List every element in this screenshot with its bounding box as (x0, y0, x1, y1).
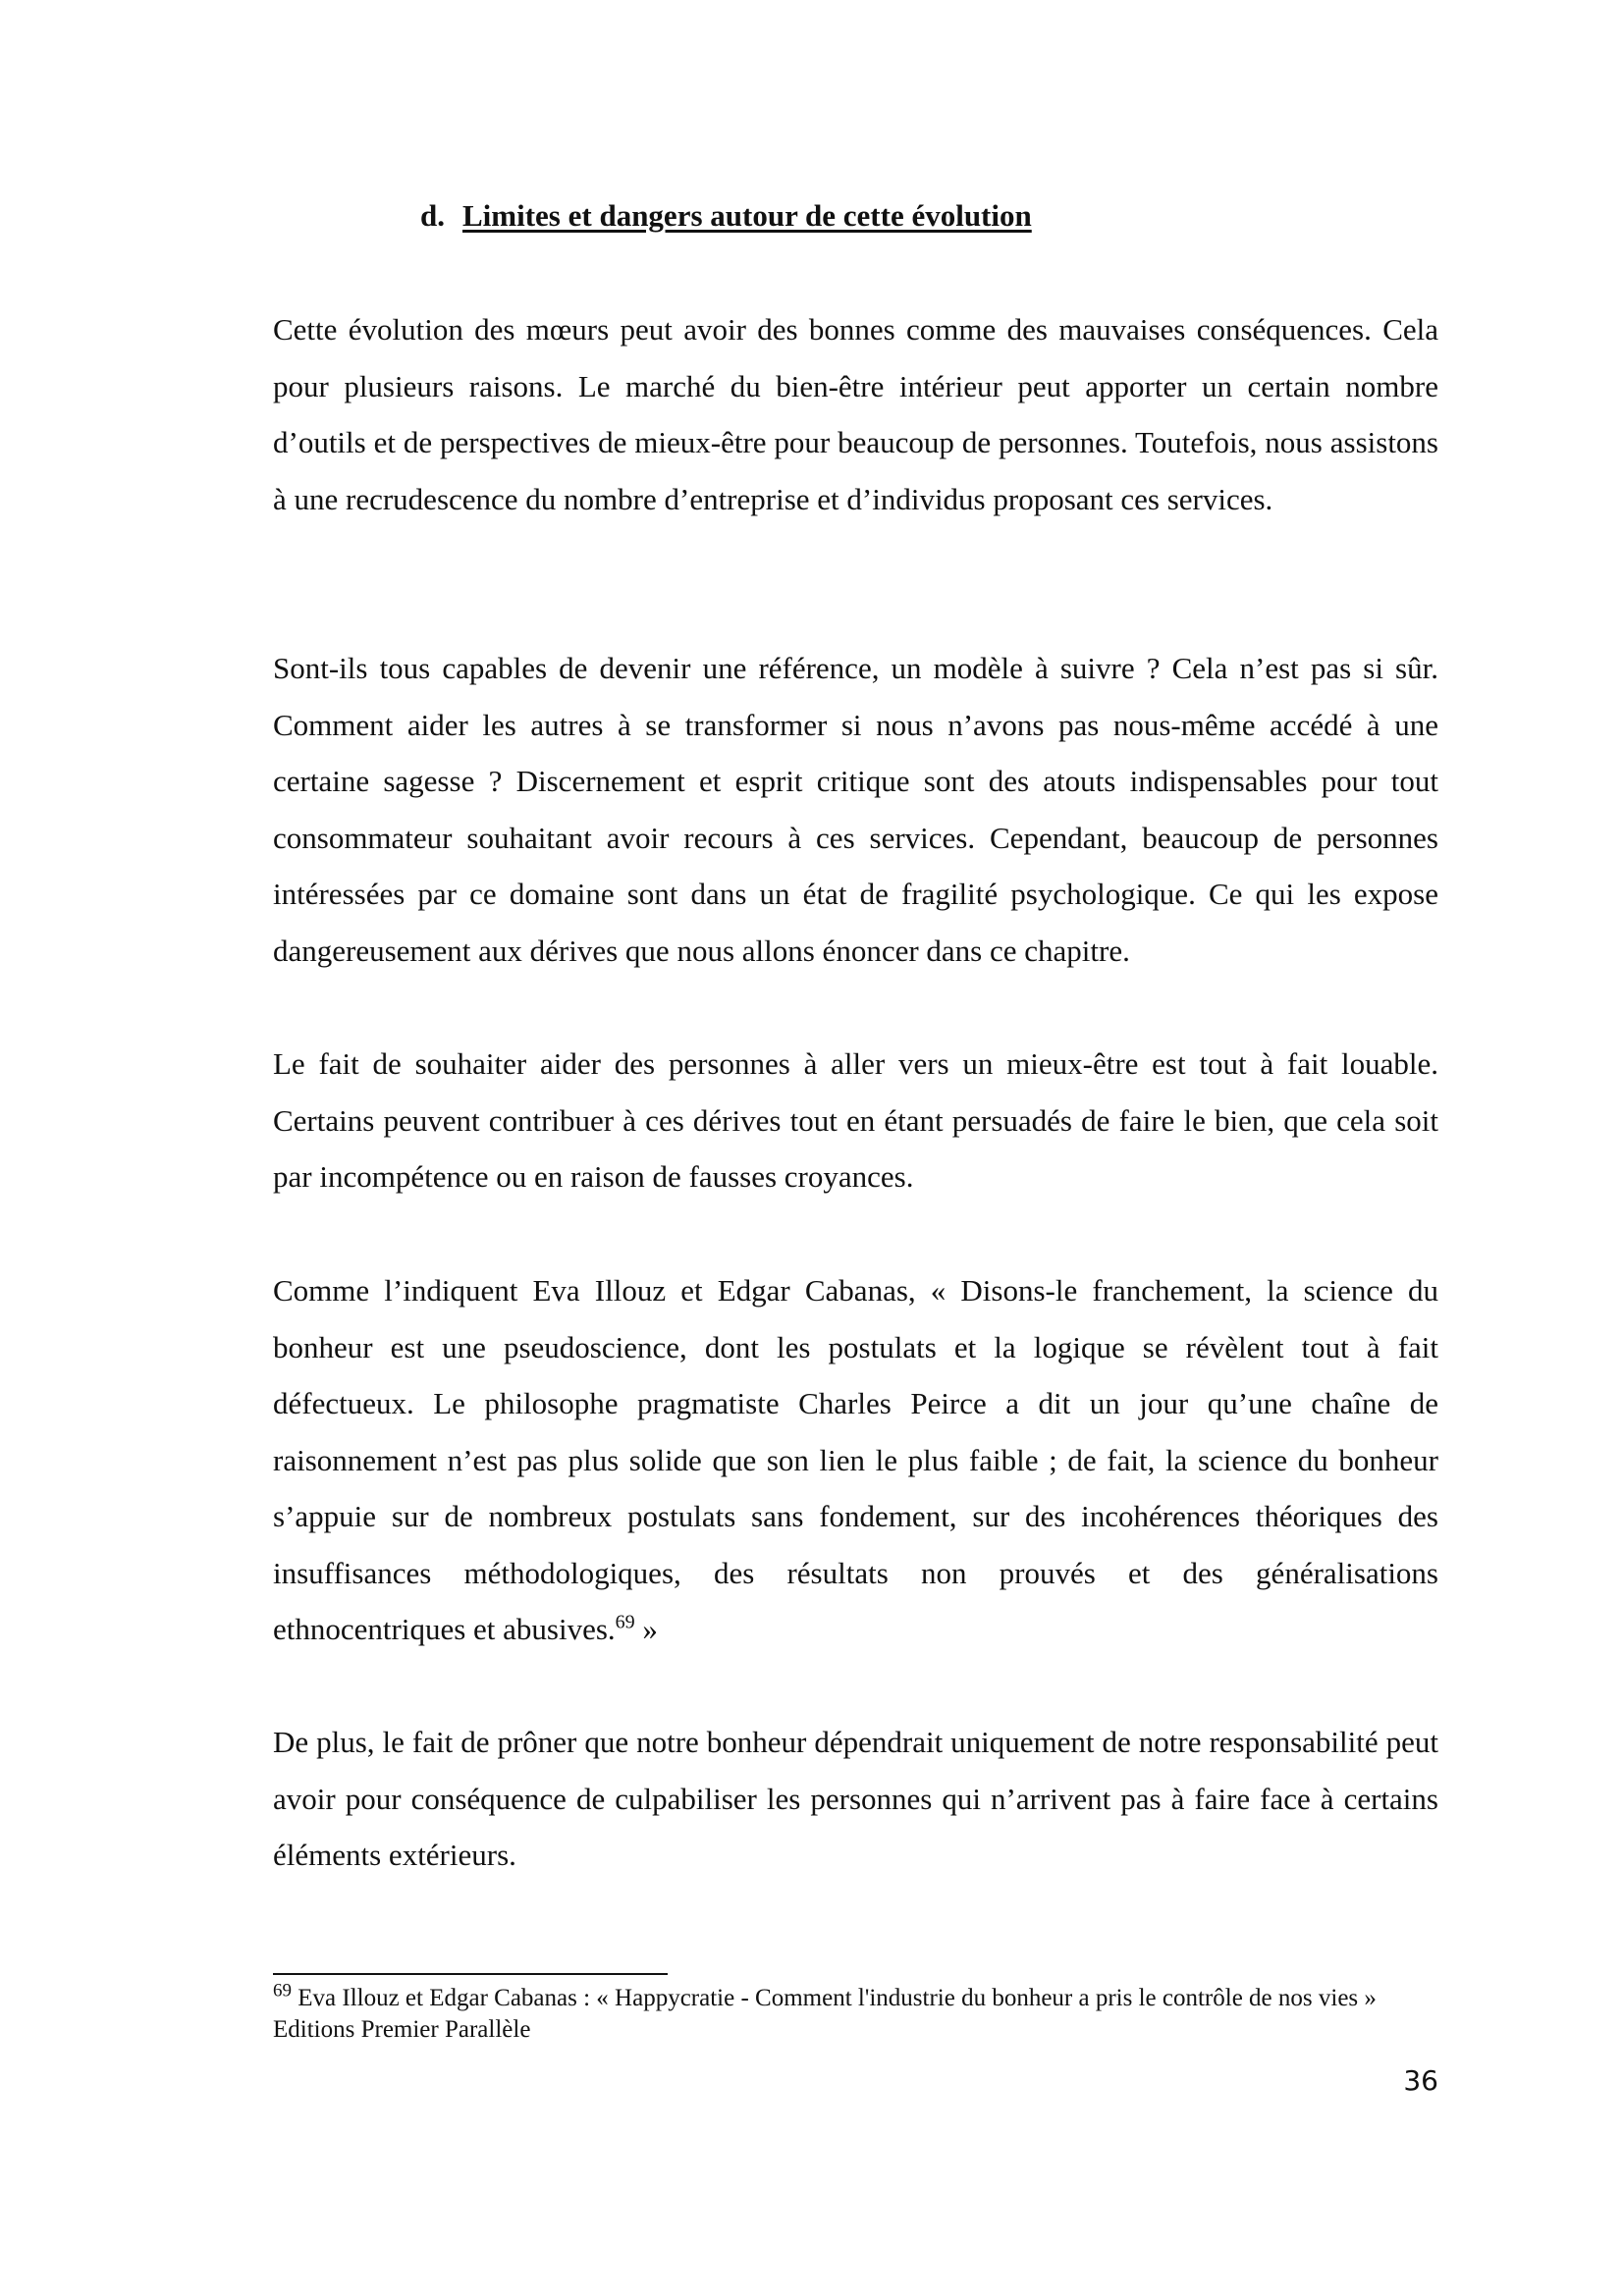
paragraph-3: Le fait de souhaiter aider des personnes à aller vers un mieux-être est tout à fait louable. Certains peuvent contribuer à ces dérives tout en étant persuadés de faire le bien, que cela soit par incompétence ou en raison de fausses croyances. (273, 1046, 1438, 1194)
footnote (273, 1980, 1438, 2046)
section-title: Limites et dangers autour de cette évolution (462, 198, 1032, 233)
paragraph-4 (273, 1262, 1438, 1658)
footnote-number: 69 (273, 1980, 292, 2002)
footnote-separator (273, 1973, 668, 1975)
footnote-text: Eva Illouz et Edgar Cabanas : « Happycratie - Comment l'industrie du bonheur a pris le contrôle de nos vies » Editions Premier Parallèle (273, 1985, 1377, 2043)
paragraph-4-text: Comme l’indiquent Eva Illouz et Edgar Cabanas, « Disons-le franchement, la science du bonheur est une pseudoscience, dont les postulats et la logique se révèlent tout à fait défectueux. Le philosophe pragmatiste Charles Peirce a dit un jour qu’une chaîne de raisonnement n’est pas plus solide que son lien le plus faible ; de fait, la science du bonheur s’appuie sur de nombreux postulats sans fondement, sur des incohérences théoriques des insuffisances méthodologiques, des résultats non prouvés et des généralisations ethnocentriques et abusives. (273, 1273, 1438, 1646)
page-number: 36 (1403, 2064, 1438, 2097)
paragraph-4-closing-quote: » (634, 1612, 658, 1646)
section-heading (420, 191, 1032, 240)
footnote-reference[interactable]: 69 (615, 1611, 635, 1633)
paragraph-5: De plus, le fait de prôner que notre bonheur dépendrait uniquement de notre responsabilité peut avoir pour conséquence de culpabiliser les personnes qui n’arrivent pas à faire face à certains éléments extérieurs. (273, 1725, 1438, 1872)
section-letter: d. (420, 198, 445, 233)
paragraph-1: Cette évolution des mœurs peut avoir des bonnes comme des mauvaises conséquences. Cela pour plusieurs raisons. Le marché du bien-être intérieur peut apporter un certain nombre d’outils et de perspectives de mieux-être pour beaucoup de personnes. Toutefois, nous assistons à une recrudescence du nombre d’entreprise et d’individus proposant ces services. (273, 312, 1438, 516)
paragraph-2: Sont-ils tous capables de devenir une référence, un modèle à suivre ? Cela n’est pas si sûr. Comment aider les autres à se transformer si nous n’avons pas nous-même accédé à une certaine sagesse ? Discernement et esprit critique sont des atouts indispensables pour tout consommateur souhaitant avoir recours à ces services. Cependant, beaucoup de personnes intéressées par ce domaine sont dans un état de fragilité psychologique. Ce qui les expose dangereusement aux dérives que nous allons énoncer dans ce chapitre. (273, 651, 1438, 968)
